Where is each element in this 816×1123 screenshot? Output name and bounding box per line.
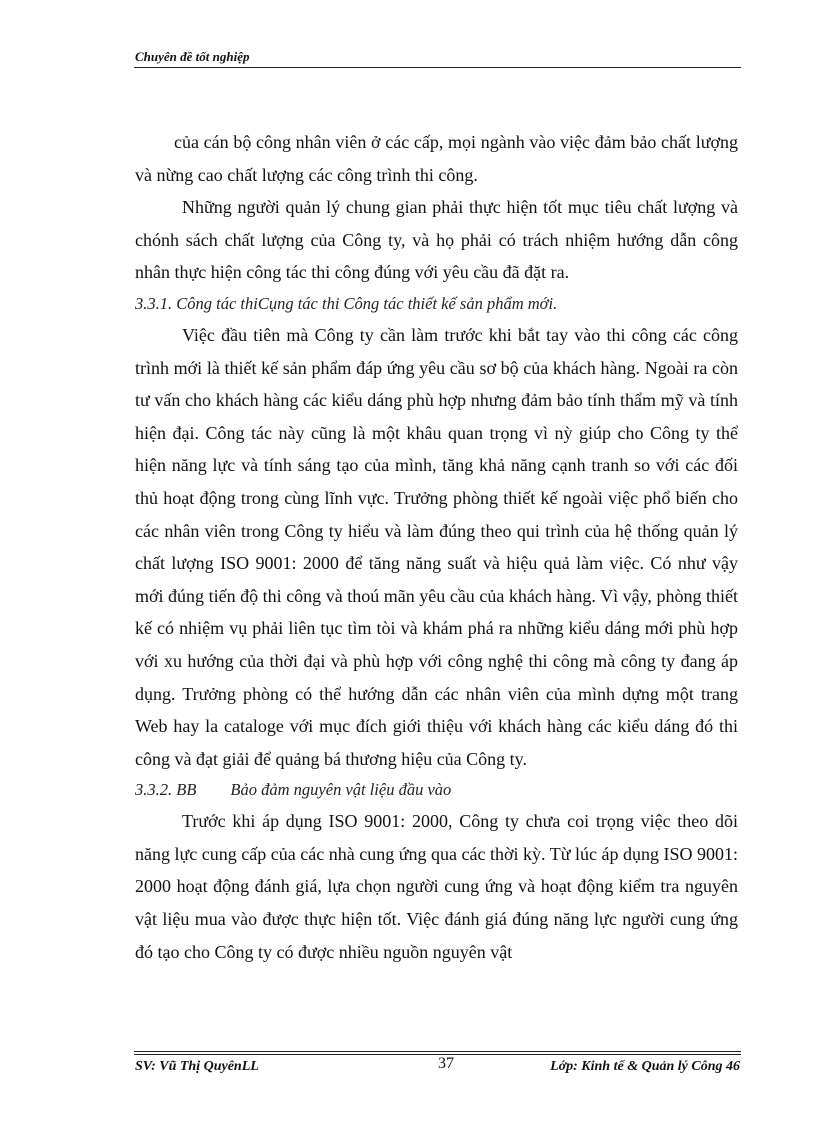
paragraph-3: Việc đầu tiên mà Công ty cần làm trước khi bắt tay vào thi công các công trình mới là thiết kế sản phẩm đáp ứng yêu cầu sơ bộ của khách hàng. Ngoài ra còn tư vấn cho khách hàng các kiểu dáng phù hợp nhưng đảm bảo tính thẩm mỹ và tính hiện đại. Công tác này cũng là một khâu quan trọng vì nỳ giúp cho Công ty thể hiện năng lực và tính sáng tạo của mình, tăng khả năng cạnh tranh so với các đối thủ hoạt động trong cùng lĩnh vực. Trưởng phòng thiết kế ngoài việc phổ biến cho các nhân viên trong Công ty hiểu và làm đúng theo qui trình của hệ thống quản lý chất lượng ISO 9001: 2000 để tăng năng suất và hiệu quả làm việc. Có như vậy mới đúng tiến độ thi công và thoú mãn yêu cầu của khách hàng. Vì vậy, phòng thiết kế có nhiệm vụ phải liên tục tìm tòi và khám phá ra những kiểu dáng mới phù hợp với xu hướng của thời đại và phù hợp với công nghệ thi công mà công ty đang áp dụng. Trưởng phòng có thể hướng dẫn các nhân viên của mình dựng một trang Web hay la cataloge với mục đích giới thiệu với khách hàng các kiểu dáng đó thi công và đạt giải để quảng bá thương hiệu của Công ty. [135, 324, 738, 769]
page-number: 37 [438, 1055, 454, 1072]
section-title: Bảo đảm nguyên vật liệu đầu vào [230, 780, 452, 800]
paragraph-2: Những người quản lý chung gian phải thực hiện tốt mục tiêu chất lượng và chónh sách chất lượng của Công ty, và họ phải có trách nhiệm hướng dẫn công nhân thực hiện công tác thi công đúng với yêu cầu đã đặt ra. [135, 197, 738, 283]
paragraph-1: của cán bộ công nhân viên ở các cấp, mọi ngành vào việc đảm bảo chất lượng và nừng cao chất lượng các công trình thi công. [135, 132, 738, 185]
running-header-title: Chuyên đề tốt nghiệp [135, 49, 250, 64]
section-number: 3.3.2. BB [135, 780, 197, 800]
footer-divider-top [134, 1051, 741, 1052]
footer-student-name: SV: Vũ Thị QuyênLL [135, 1059, 259, 1074]
section-heading-3-3-1: 3.3.1. Công tác thiCụng tác thi Công tác thiết kế sản phẩm mới. [135, 293, 558, 313]
section-heading-3-3-2 [135, 775, 738, 805]
footer-class-name: Lớp: Kinh tế & Quản lý Công 46 [550, 1059, 740, 1074]
paragraph-4: Trước khi áp dụng ISO 9001: 2000, Công ty chưa coi trọng việc theo dõi năng lực cung cấp của các nhà cung ứng qua các thời kỳ. Từ lúc áp dụng ISO 9001: 2000 hoạt động đánh giá, lựa chọn người cung ứng và hoạt động kiểm tra nguyên vật liệu mua vào được thực hiện tốt. Việc đánh giá đúng năng lực người cung ứng đó tạo cho Công ty có được nhiều nguồn nguyên vật [135, 811, 738, 962]
header-divider [134, 67, 741, 68]
page-body [135, 126, 738, 968]
page-footer [135, 1055, 740, 1079]
